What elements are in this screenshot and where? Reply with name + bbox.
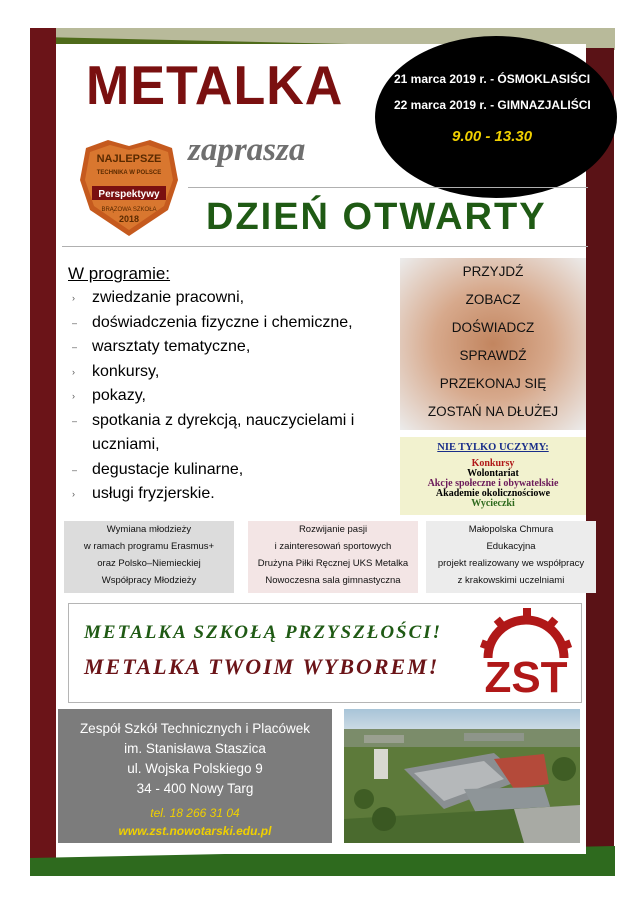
bullet-icon: –	[72, 464, 78, 475]
badge-line-1: NAJLEPSZE	[96, 153, 162, 165]
box-line: Wymiana młodzieży	[106, 524, 192, 535]
left-maroon-bar	[30, 28, 56, 873]
box-line: Drużyna Piłki Ręcznej UKS Metalka	[257, 558, 409, 569]
motto-item: DOŚWIADCZ	[451, 320, 535, 335]
box-line: Rozwijanie pasji	[298, 524, 368, 535]
right-maroon-bar	[586, 48, 614, 876]
nie-tylko-uczymy-panel	[400, 437, 586, 515]
box-line: Edukacyjna	[486, 541, 536, 552]
nie-tylko-item: Konkursy	[471, 458, 515, 469]
erasmus-info-box	[64, 521, 234, 593]
school-name: Zespół Szkół Technicznych i Placówek	[79, 721, 311, 736]
box-line: w ramach programu Erasmus+	[83, 541, 215, 552]
program-list	[70, 286, 400, 507]
bullet-icon: –	[72, 317, 78, 328]
box-line: z krakowskimi uczelniami	[457, 575, 565, 586]
box-line: i zainteresowań sportowych	[274, 541, 392, 552]
program-title: W programie:	[68, 264, 171, 283]
badge-year: 2018	[118, 214, 140, 224]
motto-item: ZOBACZ	[465, 292, 521, 307]
poster-title: METALKA	[86, 55, 344, 117]
bullet-icon: ›	[72, 293, 75, 303]
nie-tylko-item: Akcje społeczne i obywatelskie	[427, 478, 559, 489]
street-address: ul. Wojska Polskiego 9	[127, 761, 263, 776]
cloud-info-box	[426, 521, 596, 593]
date-line-1: 21 marca 2019 r. - ÓSMOKLASIŚCI	[394, 72, 591, 86]
program-item: › konkursy,	[70, 360, 400, 385]
program-item: – warsztaty tematyczne,	[70, 335, 400, 360]
motto-item: PRZYJDŹ	[462, 264, 524, 279]
box-line: Współpracy Młodzieży	[101, 575, 197, 586]
program-item: › zwiedzanie pracowni,	[70, 286, 400, 311]
divider-bottom	[62, 246, 588, 247]
opening-hours: 9.00 - 13.30	[452, 128, 533, 145]
program-item: › usługi fryzjerskie.	[70, 482, 400, 507]
zst-logo-icon	[474, 606, 578, 698]
box-line: oraz Polsko–Niemieckiej	[97, 558, 201, 569]
program-item: – doświadczenia fizyczne i chemiczne,	[70, 311, 400, 336]
postal-city: 34 - 400 Nowy Targ	[136, 781, 254, 796]
nie-tylko-item: Akademie okolicznościowe	[435, 488, 551, 499]
slogan-line-2: METALKA TWOIM WYBOREM!	[84, 654, 440, 679]
nie-tylko-item: Wycieczki	[471, 498, 515, 509]
box-line: projekt realizowany we współpracy	[437, 558, 585, 569]
program-item: › pokazy,	[70, 384, 400, 409]
address-panel	[58, 709, 332, 843]
nie-tylko-title: NIE TYLKO UCZYMY:	[437, 442, 549, 453]
divider-top	[188, 187, 588, 188]
badge-line-3: BRĄZOWA SZKOŁA	[101, 207, 157, 213]
motto-item: PRZEKONAJ SIĘ	[439, 376, 547, 391]
motto-item: SPRAWDŹ	[459, 348, 527, 363]
bullet-icon: ›	[72, 391, 75, 401]
badge-line-2: TECHNIKA W POLSCE	[96, 170, 162, 176]
date-line-2: 22 marca 2019 r. - GIMNAZJALIŚCI	[394, 98, 591, 112]
nie-tylko-item: Wolontariat	[467, 468, 519, 479]
phone-number: tel. 18 266 31 04	[150, 806, 240, 820]
sports-info-box	[248, 521, 418, 593]
website-link[interactable]: www.zst.nowotarski.edu.pl	[118, 824, 272, 838]
school-aerial-photo	[344, 709, 580, 843]
badge-brand: Perspektywy	[98, 189, 160, 200]
program-item: – degustacje kulinarne,	[70, 458, 400, 483]
bullet-icon: –	[72, 415, 78, 426]
dates-ellipse	[375, 36, 617, 198]
program-item: – spotkania z dyrekcją, nauczycielami i uczniami,	[70, 409, 400, 458]
box-line: Małopolska Chmura	[468, 524, 554, 535]
slogan-line-1: METALKA SZKOŁĄ PRZYSZŁOŚCI!	[84, 622, 443, 643]
najlepsze-technika-badge	[78, 140, 180, 236]
school-patron: im. Stanisława Staszica	[124, 741, 266, 756]
motto-item: ZOSTAŃ NA DŁUŻEJ	[427, 404, 559, 419]
open-day-headline: DZIEŃ OTWARTY	[206, 196, 547, 238]
poster-subtitle: zaprasza	[188, 132, 306, 168]
bullet-icon: ›	[72, 366, 75, 377]
zst-logo-text: ZST	[484, 653, 568, 698]
bullet-icon: ›	[72, 489, 75, 499]
bullet-icon: –	[72, 342, 78, 352]
motto-panel	[400, 258, 586, 430]
box-line: Nowoczesna sala gimnastyczna	[265, 575, 401, 586]
